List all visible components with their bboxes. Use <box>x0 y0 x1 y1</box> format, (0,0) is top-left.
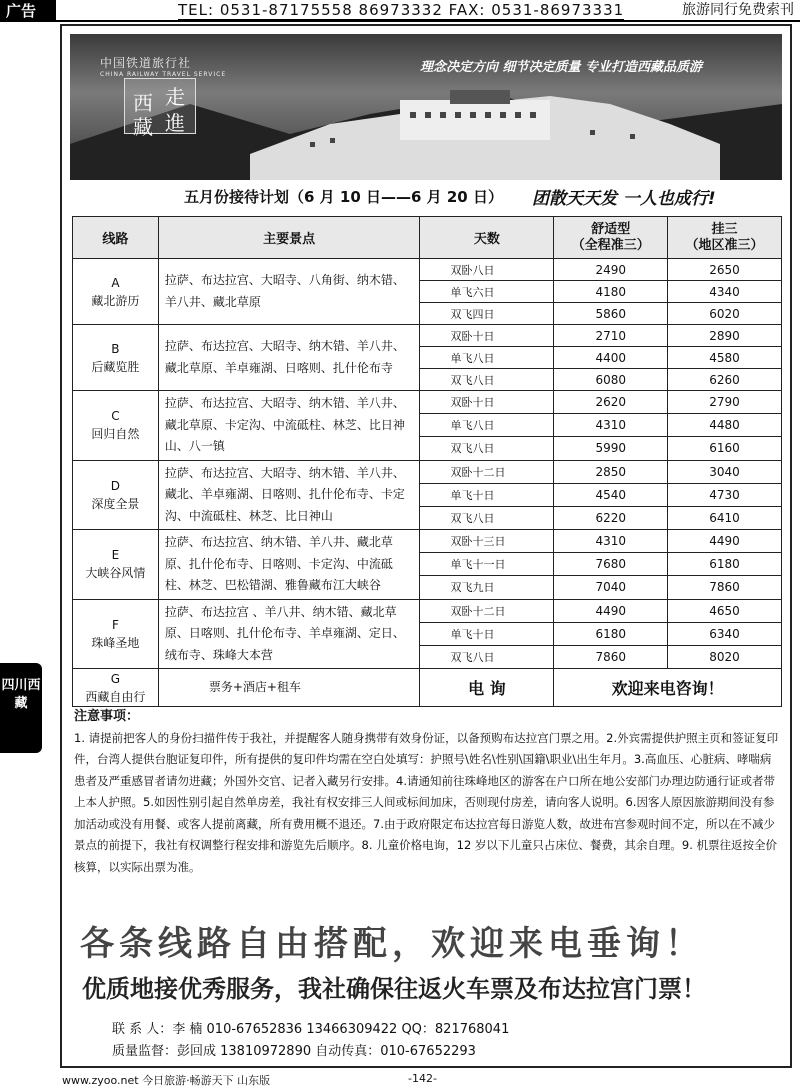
col-header-spots: 主要景点 <box>158 217 420 259</box>
three-star-price-cell: 6160 <box>668 437 782 460</box>
comfort-price-cell: 4400 <box>554 347 668 369</box>
three-star-price-cell: 6260 <box>668 369 782 391</box>
three-star-price-cell: 8020 <box>668 645 782 668</box>
table-row <box>73 599 782 622</box>
three-star-price-cell: 6340 <box>668 622 782 645</box>
price-cell: 欢迎来电咨询！ <box>554 669 782 707</box>
table-row <box>73 391 782 414</box>
comfort-price-cell: 4310 <box>554 414 668 437</box>
days-cell: 双飞八日 <box>420 506 554 529</box>
comfort-price-cell: 2710 <box>554 325 668 347</box>
days-cell: 双飞四日 <box>420 303 554 325</box>
route-cell <box>73 325 159 391</box>
table-row <box>73 530 782 553</box>
route-code: A <box>111 275 120 290</box>
comfort-price-cell: 7860 <box>554 645 668 668</box>
spots-cell: 拉萨、布达拉宫 、羊八井、纳木错、藏北草原、日喀则、扎什伦布寺、羊卓雍湖、定日、绒布寺、珠峰大本营 <box>158 599 420 669</box>
comfort-price-cell: 2850 <box>554 460 668 483</box>
top-bar <box>0 0 800 22</box>
route-name: 回归自然 <box>91 427 140 442</box>
days-cell: 双卧十日 <box>420 391 554 414</box>
three-star-price-cell: 2650 <box>668 259 782 281</box>
comfort-price-cell: 2620 <box>554 391 668 414</box>
region-side-tab: 四川西藏 <box>0 663 42 753</box>
page-number: -142- <box>408 1072 437 1085</box>
route-name: 大峡谷风情 <box>85 566 146 581</box>
three-star-price-cell: 2890 <box>668 325 782 347</box>
route-code: E <box>111 548 120 563</box>
contact-line-1: 联 系 人：李 楠 010-67652836 13466309422 QQ：821768041 <box>112 1022 510 1037</box>
comfort-price-cell: 7040 <box>554 576 668 599</box>
service-slogan: 优质地接优秀服务，我社确保往返火车票及布达拉宫门票！ <box>82 975 706 1003</box>
ad-label: 广告 <box>0 0 56 22</box>
route-cell <box>73 530 159 600</box>
tour-plan-table <box>72 216 782 707</box>
days-cell: 双卧十二日 <box>420 460 554 483</box>
days-cell: 单飞十日 <box>420 622 554 645</box>
route-cell <box>73 460 159 530</box>
contact-line-2: 质量监督：彭回成 13810972890 自动传真：010-67652293 <box>112 1044 476 1059</box>
three-star-price-cell: 4650 <box>668 599 782 622</box>
route-code: F <box>111 617 119 632</box>
comfort-price-cell: 4180 <box>554 281 668 303</box>
route-cell <box>73 669 159 707</box>
days-cell: 电 询 <box>420 669 554 707</box>
days-cell: 单飞十一日 <box>420 553 554 576</box>
comfort-price-cell: 4310 <box>554 530 668 553</box>
notes-body: 1. 请提前把客人的身份扫描件传于我社，并提醒客人随身携带有效身份证，以备预购布达拉宫门票之用。2.外宾需提供护照主页和签证复印件，台湾人提供台胞证复印件，所有提供的复印件均需在空白处填写：护照号\姓名\性别\国籍\职业\出生年月。3.高血压、心脏病、哮喘病患者及严重感冒者请勿进藏；外国外交官、记者入藏另行安排。4.请通知前往珠峰地区的游客在户口所在地公安部门办理边防通行证或者带上本人护照。5.如因性别引起自然单房差，我社有权安排三人间或标间加床，否则现付房差，请向客人说明。6.因客人原因旅游期间没有参加活动或没有用餐、或客人提前离藏，所有费用概不退还。7.由于政府限定布达拉宫每日游览人数，故进布宫参观时间不定，所以在不减少景点的前提下，我社有权调整行程安排和游览先后顺序。8. 儿童价格电询，12 岁以下儿童只占床位、餐费，其余自理。9. 机票往返按全价核算，以实际出票为准。 <box>74 730 779 874</box>
route-name: 深度全景 <box>91 496 140 511</box>
table-row <box>73 259 782 281</box>
three-star-price-cell: 6180 <box>668 553 782 576</box>
ad-frame <box>60 24 792 1068</box>
table-header-row <box>73 217 782 259</box>
days-cell: 双卧八日 <box>420 259 554 281</box>
table-row <box>73 325 782 347</box>
comfort-price-cell: 5860 <box>554 303 668 325</box>
three-star-price-cell: 4490 <box>668 530 782 553</box>
route-code: B <box>111 341 120 356</box>
route-name: 珠峰圣地 <box>91 635 140 650</box>
spots-cell: 拉萨、布达拉宫、大昭寺、纳木错、羊八井、藏北草原、卡定沟、中流砥柱、林芝、比日神山、八一镇 <box>158 391 420 461</box>
banner-slogan: 理念决定方向 细节决定质量 专业打造西藏品质游 <box>420 60 703 75</box>
header-contact: TEL: 0531-87175558 86973332 FAX: 0531-86973331 <box>178 1 625 19</box>
days-cell: 双飞九日 <box>420 576 554 599</box>
days-cell: 双卧十三日 <box>420 530 554 553</box>
days-cell: 双卧十二日 <box>420 599 554 622</box>
schedule-headline: 五月份接待计划（6 月 10 日——6 月 20 日） <box>184 188 503 206</box>
three-star-price-cell: 2790 <box>668 391 782 414</box>
days-cell: 双飞八日 <box>420 437 554 460</box>
tibet-char-4: 藏 <box>133 115 153 139</box>
comfort-price-cell: 6220 <box>554 506 668 529</box>
comfort-price-cell: 2490 <box>554 259 668 281</box>
route-name: 后藏览胜 <box>91 359 140 374</box>
route-name: 西藏自由行 <box>85 689 146 704</box>
table-row-free-travel <box>73 669 782 707</box>
comfort-price-cell: 6080 <box>554 369 668 391</box>
three-star-price-cell: 3040 <box>668 460 782 483</box>
comfort-price-cell: 7680 <box>554 553 668 576</box>
header-right-tag: 旅游同行免费索刊 <box>682 2 794 18</box>
route-cell <box>73 599 159 669</box>
three-star-price-cell: 4580 <box>668 347 782 369</box>
comfort-price-cell: 4490 <box>554 599 668 622</box>
days-cell: 双飞八日 <box>420 369 554 391</box>
col-header-comfort: 舒适型 （全程准三） <box>554 217 668 259</box>
three-star-price-cell: 6020 <box>668 303 782 325</box>
days-cell: 双飞八日 <box>420 645 554 668</box>
spots-cell: 拉萨、布达拉宫、大昭寺、纳木错、羊八井、藏北草原、羊卓雍湖、日喀则、扎什伦布寺 <box>158 325 420 391</box>
comfort-price-cell: 6180 <box>554 622 668 645</box>
logo-en: CHINA RAILWAY TRAVEL SERVICE <box>100 71 227 78</box>
travel-agency-logo <box>100 54 226 78</box>
footer-bar <box>0 1072 800 1088</box>
three-star-price-cell: 4730 <box>668 483 782 506</box>
footer-site: www.zyoo.net 今日旅游·畅游天下 山东版 <box>62 1074 271 1087</box>
banner-image <box>70 34 782 180</box>
tibet-char-3: 進 <box>165 111 185 135</box>
tibet-title-box <box>124 78 196 139</box>
days-cell: 单飞八日 <box>420 347 554 369</box>
col-header-three-star: 挂三 （地区准三） <box>668 217 782 259</box>
spots-cell: 拉萨、布达拉宫、大昭寺、纳木错、羊八井、藏北、羊卓雍湖、日喀则、扎什伦布寺、卡定沟、中流砥柱、林芝、比日神山 <box>158 460 420 530</box>
table-row <box>73 460 782 483</box>
notes-title: 注意事项： <box>74 709 140 724</box>
route-name: 藏北游历 <box>91 293 140 308</box>
route-code: G <box>110 671 121 686</box>
comfort-price-cell: 5990 <box>554 437 668 460</box>
route-cell <box>73 391 159 461</box>
comfort-price-cell: 4540 <box>554 483 668 506</box>
col-header-days: 天数 <box>420 217 554 259</box>
three-star-price-cell: 4340 <box>668 281 782 303</box>
tibet-char-2: 西 <box>133 91 153 115</box>
free-combination-slogan: 各条线路自由搭配，欢迎来电垂询！ <box>80 924 704 964</box>
spots-cell: 拉萨、布达拉宫、纳木错、羊八井、藏北草原、扎什伦布寺、日喀则、卡定沟、中流砥柱、林芝、巴松错湖、雅鲁藏布江大峡谷 <box>158 530 420 600</box>
notes-section <box>74 706 780 878</box>
route-cell <box>73 259 159 325</box>
route-code: D <box>110 478 121 493</box>
days-cell: 双卧十日 <box>420 325 554 347</box>
three-star-price-cell: 7860 <box>668 576 782 599</box>
col-header-route: 线路 <box>73 217 159 259</box>
route-code: C <box>111 409 120 424</box>
spots-cell: 票务+酒店+租车 <box>158 669 420 707</box>
days-cell: 单飞八日 <box>420 414 554 437</box>
spots-cell: 拉萨、布达拉宫、大昭寺、八角街、纳木错、羊八井、藏北草原 <box>158 259 420 325</box>
days-cell: 单飞六日 <box>420 281 554 303</box>
three-star-price-cell: 4480 <box>668 414 782 437</box>
logo-cn: 中国铁道旅行社 <box>100 56 192 70</box>
days-cell: 单飞十日 <box>420 483 554 506</box>
group-slogan: 团散天天发 一人也成行! <box>532 189 716 209</box>
three-star-price-cell: 6410 <box>668 506 782 529</box>
tibet-char-1: 走 <box>165 85 185 109</box>
